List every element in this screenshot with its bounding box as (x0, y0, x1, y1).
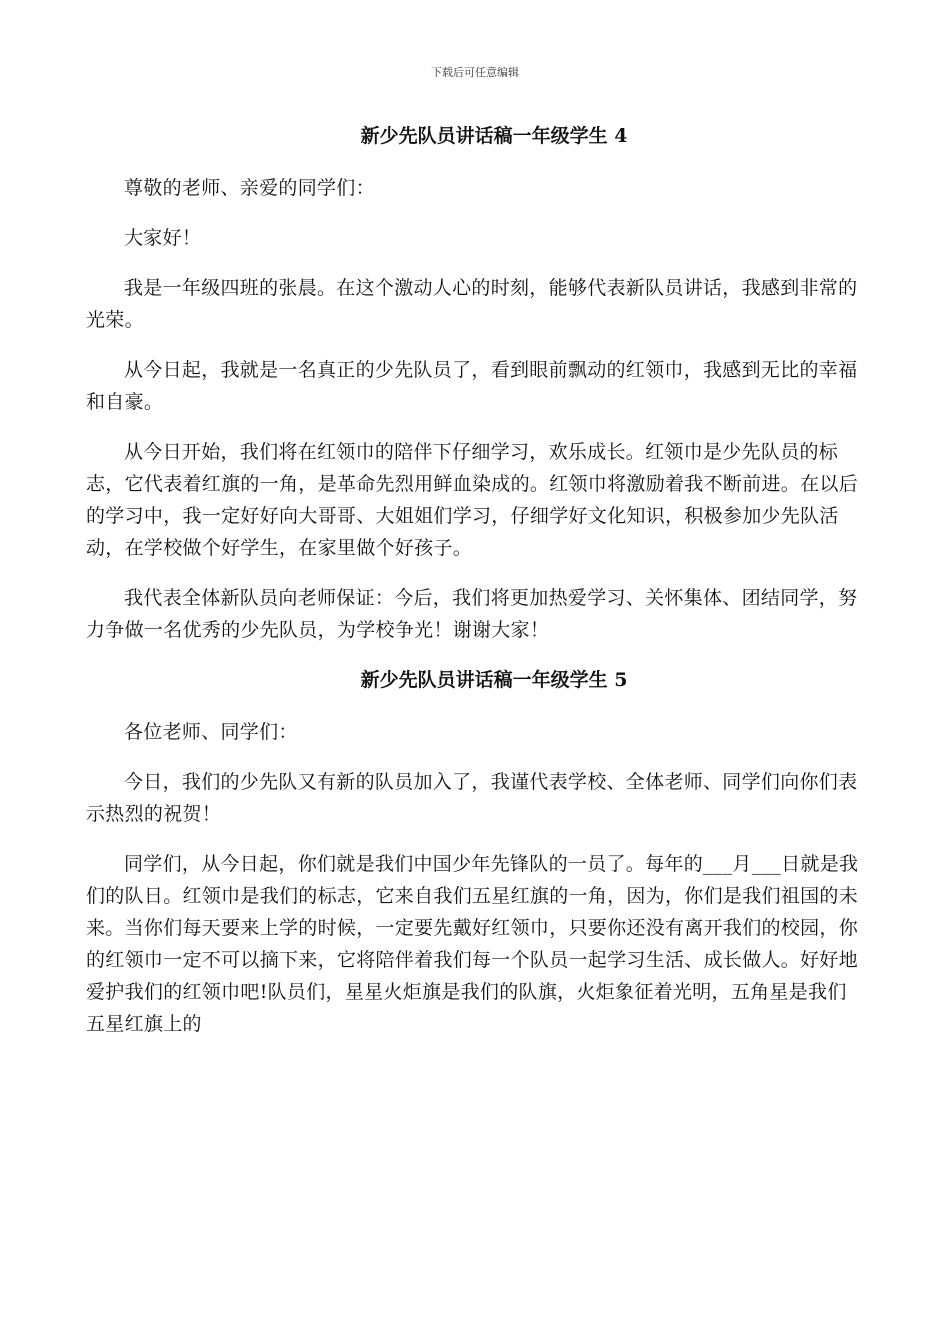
salutation: 各位老师、同学们： (124, 721, 298, 743)
document-body (86, 120, 862, 1058)
greeting: 大家好！ (124, 227, 202, 249)
salutation: 尊敬的老师、亲爱的同学们： (124, 177, 375, 199)
paragraph: 同学们，从今日起，你们就是我们中国少年先锋队的一员了。每年的___月___日就是我们的队日。红领巾是我们的标志，它来自我们五星红旗的一角，因为，你们是我们祖国的未来。当你们每天要来上学的时候，一定要先戴好红领巾，只要你还没有离开我们的校园，你的红领巾一定不可以摘下来，它将陪伴着我们每一个队员一起学习生活、成长做人。好好地爱护我们的红领巾吧!队员们，星星火炬旗是我们的队旗，火炬象征着光明，五角星是我们五星红旗上的 (86, 853, 859, 1035)
header-note: 下载后可任意编辑 (431, 66, 519, 79)
paragraph: 我代表全体新队员向老师保证：今后，我们将更加热爱学习、关怀集体、团结同学，努力争做一名优秀的少先队员，为学校争光！谢谢大家！ (86, 587, 858, 641)
paragraph: 从今日开始，我们将在红领巾的陪伴下仔细学习，欢乐成长。红领巾是少先队员的标志，它代表着红旗的一角，是革命先烈用鲜血染成的。红领巾将激励着我不断前进。在以后的学习中，我一定好好向大哥哥、大姐姐们学习，仔细学好文化知识，积极参加少先队活动，在学校做个好学生，在家里做个好孩子。 (86, 441, 859, 559)
section-title-5: 新少先队员讲话稿一年级学生 5 (360, 669, 628, 691)
paragraph: 我是一年级四班的张晨。在这个激动人心的时刻，能够代表新队员讲话，我感到非常的光荣。 (86, 277, 858, 331)
paragraph: 今日，我们的少先队又有新的队员加入了，我谨代表学校、全体老师、同学们向你们表示热烈的祝贺！ (86, 771, 858, 825)
paragraph: 从今日起，我就是一名真正的少先队员了，看到眼前飘动的红领巾，我感到无比的幸福和自豪。 (86, 359, 858, 413)
section-title-4: 新少先队员讲话稿一年级学生 4 (360, 125, 628, 147)
